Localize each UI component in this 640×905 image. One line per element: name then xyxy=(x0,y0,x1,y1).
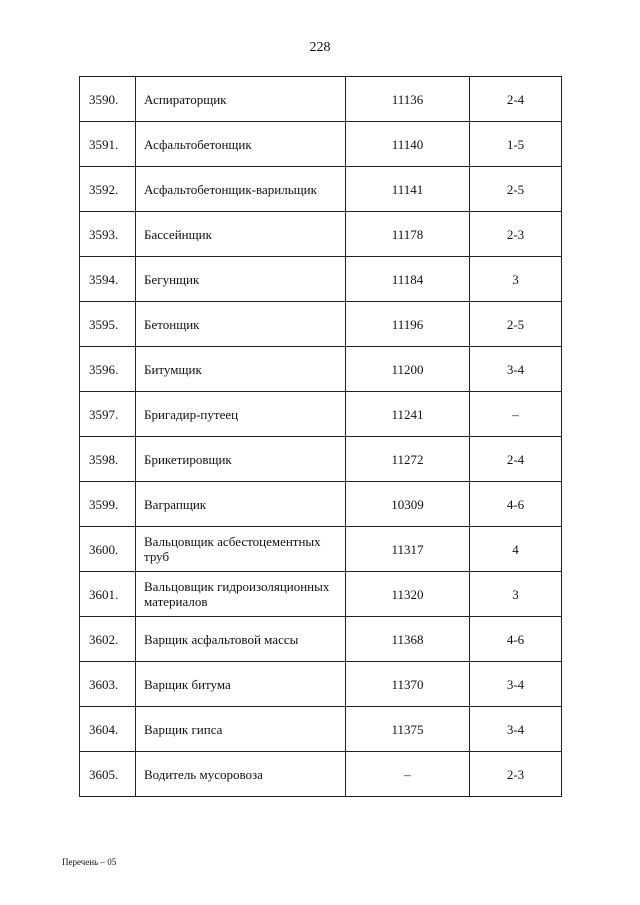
profession-code-cell: 11136 xyxy=(346,77,470,122)
table-row xyxy=(80,752,562,797)
table-row xyxy=(80,302,562,347)
profession-code-cell: 11272 xyxy=(346,437,470,482)
table-row xyxy=(80,572,562,617)
footer-label: Перечень – 05 xyxy=(62,857,117,867)
profession-code-cell: 11141 xyxy=(346,167,470,212)
row-number-cell: 3590. xyxy=(80,77,136,122)
row-number-cell: 3601. xyxy=(80,572,136,617)
row-number-cell: 3604. xyxy=(80,707,136,752)
table-row xyxy=(80,707,562,752)
row-number-cell: 3603. xyxy=(80,662,136,707)
table-row xyxy=(80,392,562,437)
row-number-cell: 3593. xyxy=(80,212,136,257)
profession-code-cell: 11370 xyxy=(346,662,470,707)
profession-code-cell: 11178 xyxy=(346,212,470,257)
table-row xyxy=(80,122,562,167)
grade-range-cell: 3 xyxy=(470,572,562,617)
table-body xyxy=(80,77,562,797)
table-row xyxy=(80,617,562,662)
row-number-cell: 3602. xyxy=(80,617,136,662)
profession-code-cell: 11196 xyxy=(346,302,470,347)
row-number-cell: 3600. xyxy=(80,527,136,572)
grade-range-cell: 2-4 xyxy=(470,437,562,482)
row-number-cell: 3595. xyxy=(80,302,136,347)
profession-code-cell: 10309 xyxy=(346,482,470,527)
row-number-cell: 3605. xyxy=(80,752,136,797)
table-row xyxy=(80,482,562,527)
profession-name-cell: Бригадир-путеец xyxy=(136,392,346,437)
grade-range-cell: 4 xyxy=(470,527,562,572)
profession-name-cell: Варщик гипса xyxy=(136,707,346,752)
row-number-cell: 3597. xyxy=(80,392,136,437)
grade-range-cell: 3-4 xyxy=(470,707,562,752)
profession-code-cell: 11368 xyxy=(346,617,470,662)
profession-code-cell: 11375 xyxy=(346,707,470,752)
professions-table-container xyxy=(79,76,561,797)
row-number-cell: 3598. xyxy=(80,437,136,482)
grade-range-cell: 4-6 xyxy=(470,482,562,527)
grade-range-cell: 1-5 xyxy=(470,122,562,167)
profession-name-cell: Асфальтобетонщик-варильщик xyxy=(136,167,346,212)
profession-name-cell: Брикетировщик xyxy=(136,437,346,482)
profession-name-cell: Варщик асфальтовой массы xyxy=(136,617,346,662)
table-row xyxy=(80,257,562,302)
row-number-cell: 3596. xyxy=(80,347,136,392)
table-row xyxy=(80,527,562,572)
grade-range-cell: 2-3 xyxy=(470,752,562,797)
page-number: 228 xyxy=(309,40,331,55)
profession-name-cell: Водитель мусоровоза xyxy=(136,752,346,797)
grade-range-cell: 4-6 xyxy=(470,617,562,662)
professions-table xyxy=(79,76,562,797)
grade-range-cell: 3 xyxy=(470,257,562,302)
profession-code-cell: 11320 xyxy=(346,572,470,617)
profession-name-cell: Бетонщик xyxy=(136,302,346,347)
profession-name-cell: Битумщик xyxy=(136,347,346,392)
profession-code-cell: 11140 xyxy=(346,122,470,167)
profession-code-cell: 11241 xyxy=(346,392,470,437)
grade-range-cell: – xyxy=(470,392,562,437)
row-number-cell: 3592. xyxy=(80,167,136,212)
profession-name-cell: Асфальтобетонщик xyxy=(136,122,346,167)
profession-name-cell: Ваграпщик xyxy=(136,482,346,527)
row-number-cell: 3591. xyxy=(80,122,136,167)
grade-range-cell: 3-4 xyxy=(470,662,562,707)
profession-name-cell: Бегунщик xyxy=(136,257,346,302)
grade-range-cell: 2-5 xyxy=(470,167,562,212)
table-row xyxy=(80,437,562,482)
profession-name-cell: Варщик битума xyxy=(136,662,346,707)
grade-range-cell: 2-4 xyxy=(470,77,562,122)
grade-range-cell: 2-3 xyxy=(470,212,562,257)
table-row xyxy=(80,167,562,212)
profession-code-cell: 11317 xyxy=(346,527,470,572)
profession-name-cell: Аспираторщик xyxy=(136,77,346,122)
profession-name-cell: Бассейнщик xyxy=(136,212,346,257)
profession-name-cell: Вальцовщик асбестоцементных труб xyxy=(136,527,346,572)
grade-range-cell: 3-4 xyxy=(470,347,562,392)
table-row xyxy=(80,662,562,707)
table-row xyxy=(80,77,562,122)
profession-code-cell: 11184 xyxy=(346,257,470,302)
profession-name-cell: Вальцовщик гидроизоляционных материалов xyxy=(136,572,346,617)
row-number-cell: 3599. xyxy=(80,482,136,527)
table-row xyxy=(80,212,562,257)
profession-code-cell: 11200 xyxy=(346,347,470,392)
row-number-cell: 3594. xyxy=(80,257,136,302)
profession-code-cell: – xyxy=(346,752,470,797)
table-row xyxy=(80,347,562,392)
grade-range-cell: 2-5 xyxy=(470,302,562,347)
